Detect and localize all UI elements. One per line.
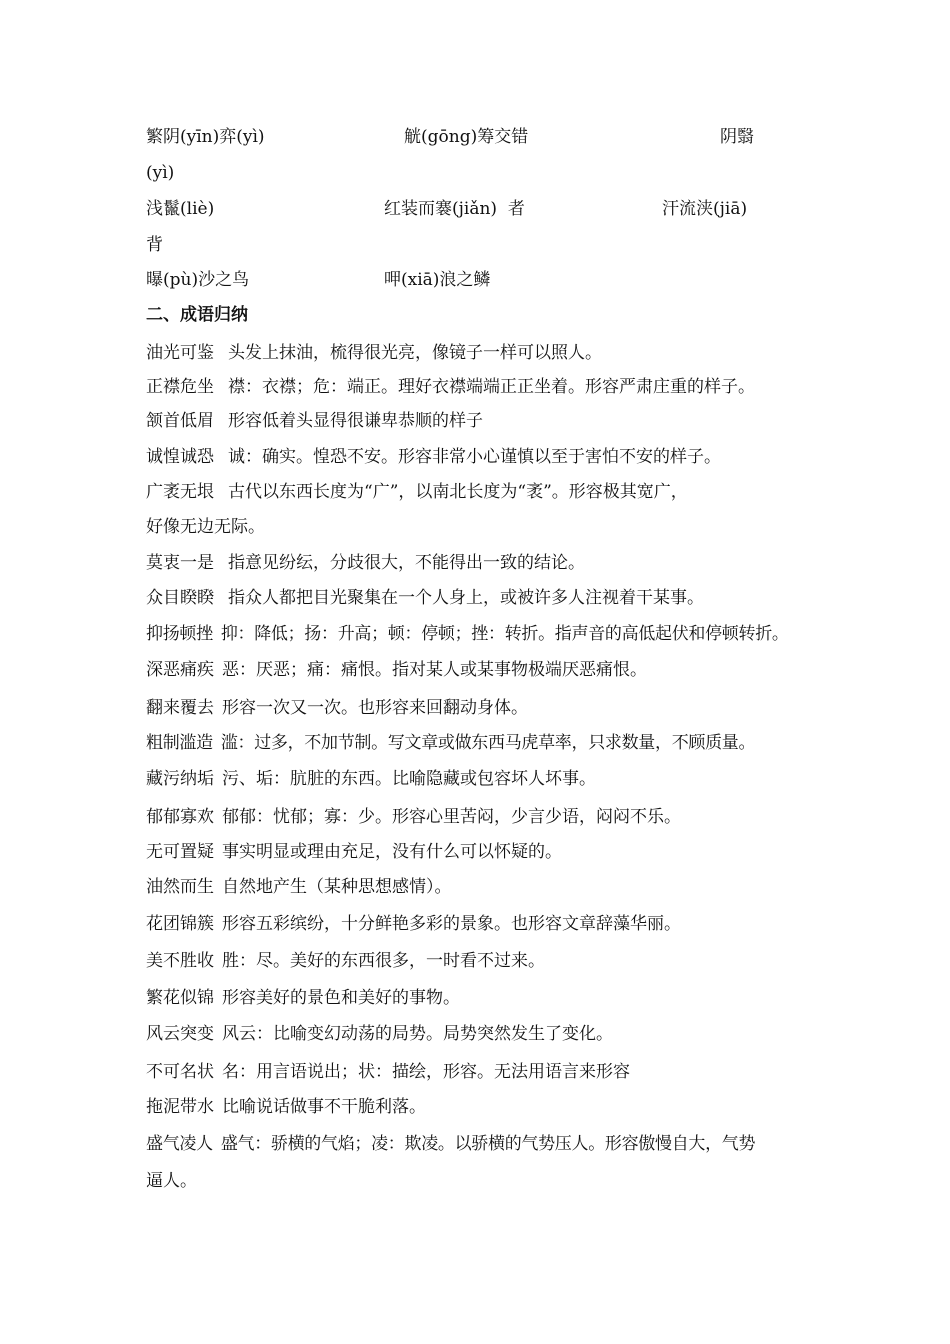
- vocab-item: 觥(gōng)筹交错: [404, 127, 529, 147]
- vocab-item: 繁阴(yīn)弈(yì): [146, 127, 265, 147]
- idiom-term: 不可名状: [146, 1062, 214, 1082]
- idiom-term: 盛气凌人: [146, 1134, 213, 1154]
- idiom-term: 粗制滥造: [146, 733, 213, 753]
- idiom-term: 花团锦簇: [146, 914, 214, 934]
- idiom-definition: 比喻说话做事不干脆利落。: [222, 1097, 426, 1117]
- idiom-definition: 污、垢：肮脏的东西。比喻隐藏或包容坏人坏事。: [222, 769, 596, 789]
- idiom-definition: 事实明显或理由充足，没有什么可以怀疑的。: [222, 842, 562, 862]
- idiom-definition: 名：用言语说出；状：描绘，形容。无法用语言来形容: [222, 1062, 630, 1082]
- idiom-definition: 盛气：骄横的气焰；凌：欺凌。以骄横的气势压人。形容傲慢自大，气势: [220, 1134, 756, 1154]
- idiom-definition: 恶：厌恶；痛：痛恨。指对某人或某事物极端厌恶痛恨。: [222, 660, 647, 680]
- idiom-entry: [146, 341, 602, 365]
- vocab-item-wrap: 背: [146, 235, 163, 255]
- vocab-item: 呷(xiā)浪之鳞: [384, 270, 491, 290]
- idiom-definition: 形容低着头显得很谦卑恭顺的样子: [228, 411, 483, 431]
- idiom-entry: [146, 586, 704, 610]
- idiom-definition: 胜：尽。美好的东西很多，一时看不过来。: [222, 951, 545, 971]
- idiom-definition: 滥：过多，不加节制。写文章或做东西马虎草率，只求数量，不顾质量。: [220, 733, 756, 753]
- idiom-entry: [146, 949, 545, 973]
- idiom-entry: [146, 840, 562, 864]
- idiom-definition: 古代以东西长度为“广”，以南北长度为“袤”。形容极其宽广，: [228, 482, 688, 502]
- idiom-term: 翻来覆去: [146, 698, 214, 718]
- idiom-definition: 头发上抹油，梳得很光亮，像镜子一样可以照人。: [228, 343, 602, 363]
- idiom-entry: [146, 445, 721, 469]
- idiom-term: 深恶痛疾: [146, 660, 214, 680]
- idiom-term: 油然而生: [146, 877, 214, 897]
- idiom-definition: 诚：确实。惶恐不安。形容非常小心谨慎以至于害怕不安的样子。: [228, 447, 721, 467]
- idiom-term: 拖泥带水: [146, 1097, 214, 1117]
- idiom-term: 诚惶诚恐: [146, 447, 214, 467]
- idiom-term: 油光可鉴: [146, 343, 214, 363]
- idiom-definition: 形容五彩缤纷，十分鲜艳多彩的景象。也形容文章辞藻华丽。: [222, 914, 681, 934]
- idiom-definition: 形容美好的景色和美好的事物。: [222, 988, 460, 1008]
- idiom-term: 颔首低眉: [146, 411, 214, 431]
- vocab-item: 汗流浃(jiā): [662, 199, 748, 219]
- idiom-entry: [146, 1060, 630, 1084]
- section-heading: 二、成语归纳: [146, 305, 248, 325]
- vocab-item: 阴翳: [720, 127, 754, 147]
- idiom-definition: 抑：降低；扬：升高；顿：停顿；挫：转折。指声音的高低起伏和停顿转折。: [220, 624, 789, 644]
- vocab-item: 浅鬣(liè): [146, 199, 215, 219]
- idiom-entry: [146, 912, 681, 936]
- idiom-entry: [146, 551, 585, 575]
- idiom-definition: 指意见纷纭，分歧很大，不能得出一致的结论。: [228, 553, 585, 573]
- idiom-term: 正襟危坐: [146, 377, 214, 397]
- idiom-entry: [146, 622, 789, 646]
- idiom-entry: [146, 409, 483, 433]
- idiom-entry: [146, 805, 681, 829]
- vocab-item: 红装而褰(jiǎn) 者: [384, 199, 525, 219]
- idiom-term: 广袤无垠: [146, 482, 214, 502]
- idiom-entry: [146, 731, 755, 755]
- idiom-term: 郁郁寡欢: [146, 807, 214, 827]
- idiom-term: 风云突变: [146, 1024, 214, 1044]
- idiom-definition-continued: 逼人。: [146, 1171, 197, 1191]
- idiom-term: 无可置疑: [146, 842, 214, 862]
- idiom-definition: 形容一次又一次。也形容来回翻动身体。: [222, 698, 528, 718]
- idiom-term: 藏污纳垢: [146, 769, 214, 789]
- idiom-definition: 郁郁：忧郁；寡：少。形容心里苦闷，少言少语，闷闷不乐。: [222, 807, 681, 827]
- idiom-term: 莫衷一是: [146, 553, 214, 573]
- idiom-definition: 自然地产生（某种思想感情）。: [222, 877, 452, 897]
- idiom-entry: [146, 767, 596, 791]
- idiom-entry: [146, 375, 755, 399]
- idiom-definition: 襟：衣襟；危：端正。理好衣襟端端正正坐着。形容严肃庄重的样子。: [228, 377, 755, 397]
- idiom-entry: [146, 986, 460, 1010]
- idiom-definition: 风云：比喻变幻动荡的局势。局势突然发生了变化。: [222, 1024, 613, 1044]
- idiom-entry: [146, 696, 528, 720]
- idiom-entry: [146, 1022, 613, 1046]
- vocab-item-wrap: (yì): [146, 163, 175, 183]
- idiom-entry: [146, 875, 452, 899]
- vocab-item: 曝(pù)沙之鸟: [146, 270, 250, 290]
- idiom-entry: [146, 1095, 426, 1119]
- idiom-entry: [146, 480, 688, 504]
- idiom-term: 繁花似锦: [146, 988, 214, 1008]
- idiom-definition: 指众人都把目光聚集在一个人身上，或被许多人注视着干某事。: [228, 588, 704, 608]
- idiom-term: 众目睽睽: [146, 588, 214, 608]
- idiom-entry: [146, 1132, 755, 1156]
- idiom-definition-continued: 好像无边无际。: [146, 517, 265, 537]
- idiom-term: 抑扬顿挫: [146, 624, 213, 644]
- idiom-term: 美不胜收: [146, 951, 214, 971]
- idiom-entry: [146, 658, 647, 682]
